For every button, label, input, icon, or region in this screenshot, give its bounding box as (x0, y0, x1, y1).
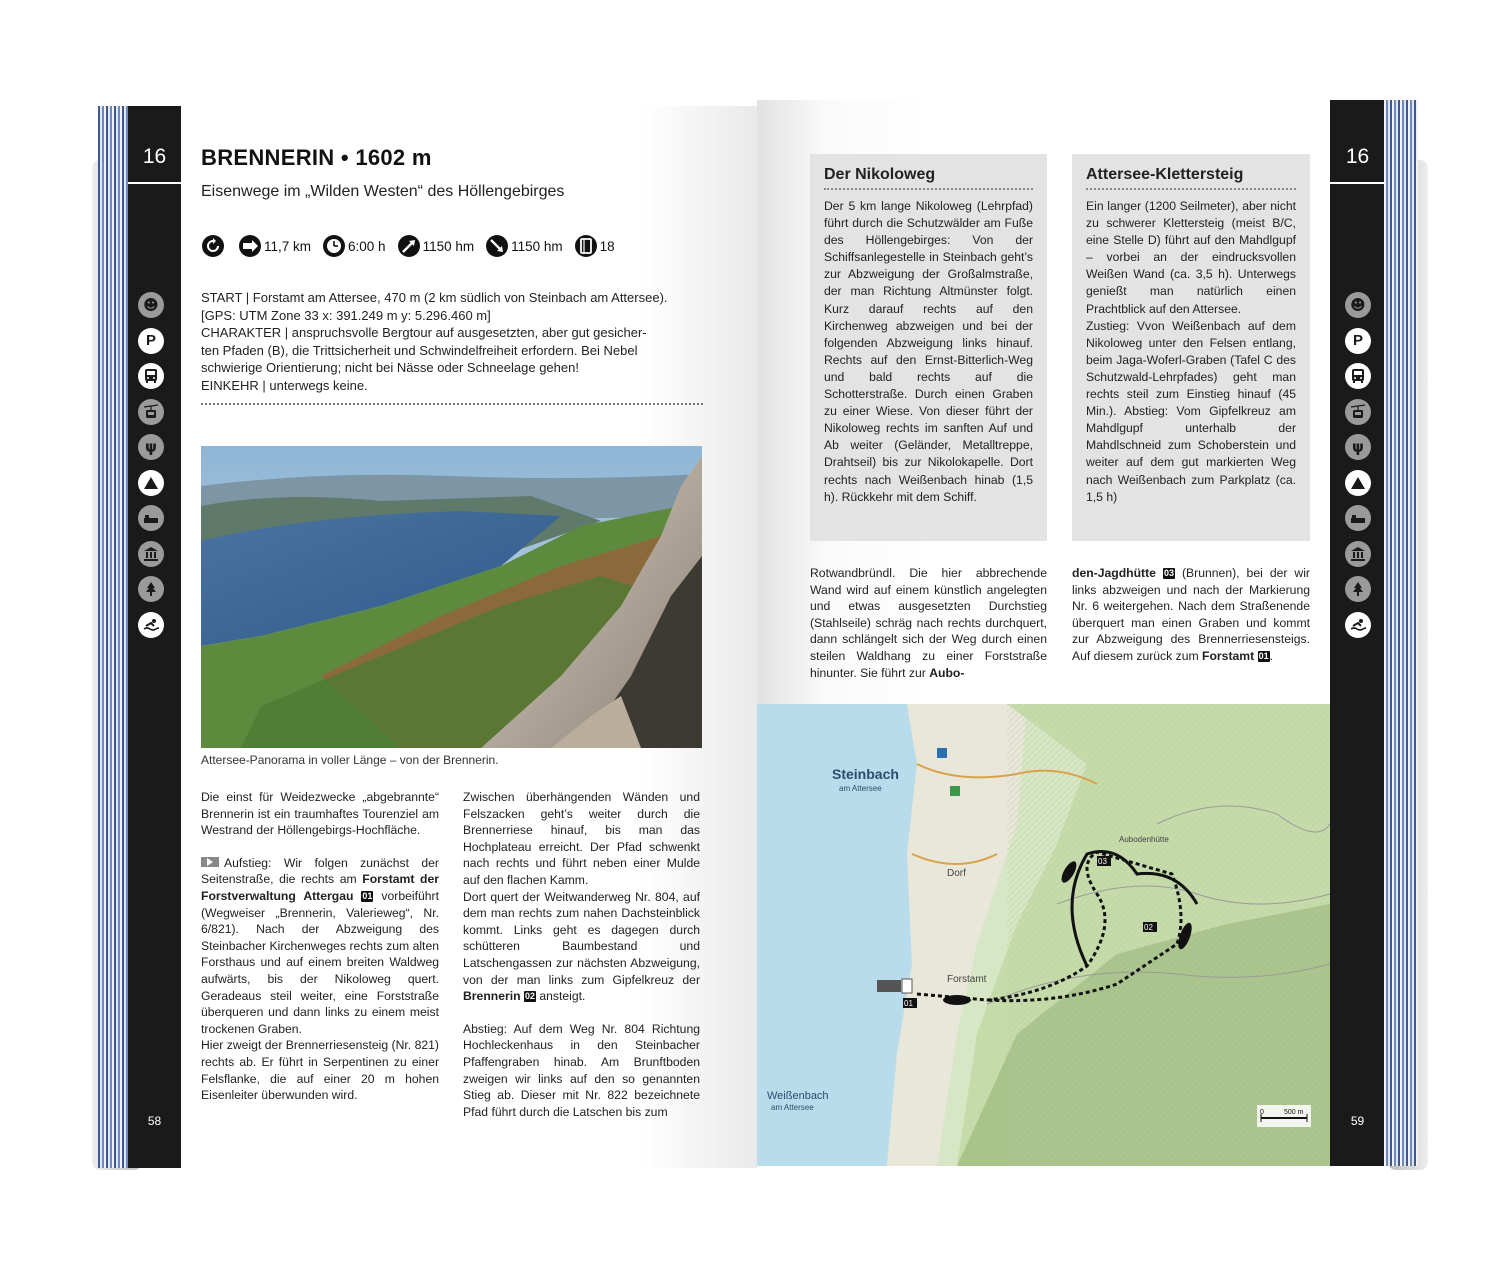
summit-icon (1345, 470, 1371, 496)
map-label-steinbach: Steinbach (832, 766, 899, 782)
character-line-3: schwierige Orientierung; nicht bei Nässe oder Schneelage gehen! (201, 360, 579, 376)
ascent-marker-icon (201, 857, 219, 867)
map-label-weissenbach-sub: am Attersee (771, 1103, 814, 1112)
map-value: 18 (599, 238, 615, 254)
distance-value: 11,7 km (264, 238, 312, 254)
map-scale-label: 500 m (1284, 1109, 1304, 1116)
intro-paragraph: Die einst für Weidezwecke „abgebrannte“ Brennerin ist ein traumhaftes Tourenziel am Westrand der Höllengebirgs-Hochfläche. (201, 790, 439, 838)
bus-icon (138, 363, 164, 389)
character-line-1: CHARAKTER | anspruchsvolle Bergtour auf ausgesetzten, aber gut gesicher- (201, 325, 647, 341)
plateau-paragraph: Zwischen überhängenden Wänden und Felszacken geht’s weiter durch die Brennerriese hinauf, bis man das Hochplateau erreicht. Der Pfad schwenkt nach rechts und führt neben einer Mulde auf den flachen Kamm. (463, 790, 700, 887)
descent-icon (485, 234, 509, 258)
tour-info-block (201, 289, 705, 395)
klettersteig-text-1: Ein langer (1200 Seilmeter), aber nicht zu schwerer Klettersteig (meist B/C, eine Stelle D) führt auf den Mahdlgupf – vorbei an der eindrucksvollen Weißen Wand (ca. 3,5 h). Unterwegs genießt man natürlich einen Prachtblick auf den Attersee. (1086, 199, 1296, 316)
forest-icon (1345, 576, 1371, 602)
forstamt-label: Forstamt der Forstverwaltung Attergau (201, 872, 439, 903)
map-waypoint-03: 03 (1098, 857, 1107, 866)
roundtrip-stat (201, 234, 227, 258)
map-scale-zero: 0 (1260, 1109, 1264, 1116)
forstamt-return-label: Forstamt (1202, 648, 1255, 663)
nikoloweg-box (810, 154, 1047, 541)
map-waypoint-02: 02 (1144, 923, 1153, 932)
parking-icon: P (138, 328, 164, 354)
tour-number-divider-right (1330, 182, 1384, 184)
einkehr-line: EINKEHR | unterwegs keine. (201, 377, 368, 393)
ascent-value: 1150 hm (422, 238, 475, 254)
tour-number-right: 16 (1345, 145, 1370, 168)
ascent-stat (397, 234, 475, 258)
duration-stat (322, 234, 386, 258)
hut-icon (138, 505, 164, 531)
waypoint-03-badge: 03 (1163, 568, 1174, 578)
page-number-left: 58 (147, 1114, 162, 1128)
topographic-map (757, 704, 1330, 1166)
waypoint-01-badge: 01 (362, 890, 373, 901)
distance-stat (238, 234, 311, 258)
auboden-label-start: Aubo- (929, 665, 965, 680)
distance-icon (238, 234, 262, 258)
summit-paragraph: Dort quert der Weitwanderweg Nr. 804, auf dem man rechts zum nahen Dachsteinblick kommt. Links geht es dagegen durch schütteren Baumbestand und Latschengassen zur nächsten Abzweigung, von der man links zum Gipfelkreuz der Brennerin 02 ansteigt. (463, 889, 700, 1004)
icon-column-left (138, 292, 164, 638)
page-number-right: 59 (1350, 1114, 1365, 1128)
page-edges-left (98, 106, 128, 1168)
ladder-paragraph: Hier zweigt der Brennerriesensteig (Nr. 821) rechts ab. Er führt in Serpentinen zu einer Felsflanke, die auf einer 20 m hohen Eisenleiter überwunden wird. (201, 1038, 439, 1103)
klettersteig-box (1072, 154, 1310, 541)
tour-title: BRENNERIN • 1602 m (201, 145, 432, 170)
forest-icon (138, 576, 164, 602)
museum-icon (1345, 541, 1371, 567)
family-icon: ☻ (1345, 292, 1371, 318)
hut-icon (1345, 505, 1371, 531)
character-line-2: ten Pfaden (B), die Trittsicherheit und Schwindelfreiheit erfordern. Bei Nebel (201, 342, 638, 358)
clock-icon (322, 234, 346, 258)
descent-value: 1150 hm (511, 238, 563, 254)
ascent-icon (397, 234, 421, 258)
nikoloweg-text: Der 5 km lange Nikoloweg (Lehrpfad) führt durch die Schutzwälder am Fuße des Höllengebirges: Von der Schiffsanlegestelle in Steinbach geht’s zur Abzweigung der Großalmstraße, der man Richtung Altmünster folgt. Kurz darauf rechts auf den Kirchenweg abzweigen und bei der folgenden Abzweigung links hinauf. Rechts auf den Ernst-Bitterlich-Weg und bald rechts auf die Schotterstraße. Durch einen Graben zu einer Wiese. Von dieser führt der Nikoloweg rechts im sanften Auf und Ab weiter (Geländer, Metalltreppe, Drahtseil) bis zur Nikolokapelle. Dort rechts nach Weißenbach hinab (1,5 h). Rückkehr mit dem Schiff. (824, 199, 1033, 504)
summit-icon (138, 470, 164, 496)
cable-car-icon (138, 399, 164, 425)
descent-stat (485, 234, 563, 258)
cable-car-icon (1345, 399, 1371, 425)
text-column-3 (810, 565, 1047, 681)
duration-value: 6:00 h (348, 238, 386, 254)
start-line: START | Forstamt am Attersee, 470 m (2 km südlich von Steinbach am Attersee). (201, 290, 668, 305)
parking-icon: P (1345, 328, 1371, 354)
text-column-1 (201, 789, 439, 1134)
family-icon: ☻ (138, 292, 164, 318)
descent-paragraph: Abstieg: Auf dem Weg Nr. 804 Richtung Hochleckenhaus in den Steinbacher Pfaffengraben hinab. Am Brunftboden zweigen wir links auf den so genannten Stieg ab. Dieser mit Nr. 822 bezeichnete Pfad führt durch die Latschen bis zum (463, 1021, 700, 1119)
museum-icon (138, 541, 164, 567)
ascent-paragraph: Aufstieg: Wir folgen zunächst der Seitenstraße, die rechts am Forstamt der Forstverwaltung Attergau 01 vorbeiführt (Wegweiser „Brennerin, Valerieweg“, Nr. 6/821). Nach der Abzweigung des Steinbacher Kirchenweges rechts zum alten Forsthaus und auf einem breiten Waldweg aufwärts, bis der Nikoloweg quert. Geradeaus steil weiter, eine Forststraße überqueren und dann links zu einem meist trockenen Graben. (201, 855, 439, 1036)
klettersteig-title: Attersee-Klettersteig (1086, 166, 1296, 190)
jagdhuette-label: den-Jagdhütte (1072, 566, 1156, 580)
waypoint-01-return-badge: 01 (1258, 650, 1269, 661)
swimming-icon (1345, 612, 1371, 638)
text-column-2 (463, 789, 700, 1134)
map-label-dorf: Dorf (947, 868, 966, 879)
icon-column-right (1345, 292, 1371, 638)
tour-number-divider (128, 182, 181, 184)
brennerin-label: Brennerin (463, 989, 521, 1004)
tour-subtitle: Eisenwege im „Wilden Westen“ des Höllengebirges (201, 183, 565, 200)
text-column-4 (1072, 565, 1310, 665)
map-sheet-icon (574, 234, 598, 258)
swimming-icon (138, 612, 164, 638)
photo-caption: Attersee-Panorama in voller Länge – von der Brennerin. (201, 753, 499, 767)
restaurant-icon: ψ (138, 434, 164, 460)
map-label-weissenbach: Weißenbach (767, 1090, 829, 1102)
gps-line: [GPS: UTM Zone 33 x: 391.249 m y: 5.296.460 m] (201, 307, 491, 323)
restaurant-icon: ψ (1345, 434, 1371, 460)
attersee-photo (201, 446, 702, 748)
nikoloweg-title: Der Nikoloweg (824, 166, 1033, 190)
map-label-forstamt: Forstamt (947, 974, 987, 985)
tour-stats (201, 234, 626, 258)
roundtrip-icon (201, 234, 225, 258)
map-label-steinbach-sub: am Attersee (839, 784, 882, 793)
map-label-auboden: Aubodenhütte (1119, 835, 1169, 844)
return-paragraph: den-Jagdhütte 03 (Brunnen), bei der wir links abzweigen und nach der Markierung Nr. 6 weitergehen. Nach dem Straßenende überquert man einen Graben und kommt zur Abzweigung des Brennerriesensteigs. Auf diesem zurück zum Forstamt 01. (1072, 566, 1310, 663)
bus-icon (1345, 363, 1371, 389)
page-edges-right (1384, 100, 1418, 1166)
tour-number-left: 16 (142, 145, 167, 168)
map-waypoint-01: 01 (904, 999, 913, 1008)
waypoint-02-badge: 02 (524, 991, 535, 1002)
rotwand-paragraph: Rotwandbründl. Die hier abbrechende Wand wird auf einem künstlich angelegten und etwas ausgesetzten Durchstieg (Stahlseile) schräg nach rechts durchquert, dann schlängelt sich der Weg durch einen steilen Waldhang zu einer Forststraße hinunter. Sie führt zur Aubo- (810, 566, 1047, 680)
map-stat (574, 234, 615, 258)
klettersteig-text-2: Zustieg: Vvon Weißenbach auf dem Nikoloweg unter den Felsen entlang, beim Jaga-Woferl-Graben (Tafel C des Schutzwald-Lehrpfades) geht man rechts steil zum Einstieg hinauf (45 Min.). Abstieg: Vom Gipfelkreuz am Mahdlgupf unterhalb der Mahdlschneid zum Schoberstein und weiter auf dem gut markierten Weg nach Weißenbach zum Parkplatz (ca. 1,5 h) (1086, 318, 1296, 504)
dotted-divider (201, 403, 703, 405)
